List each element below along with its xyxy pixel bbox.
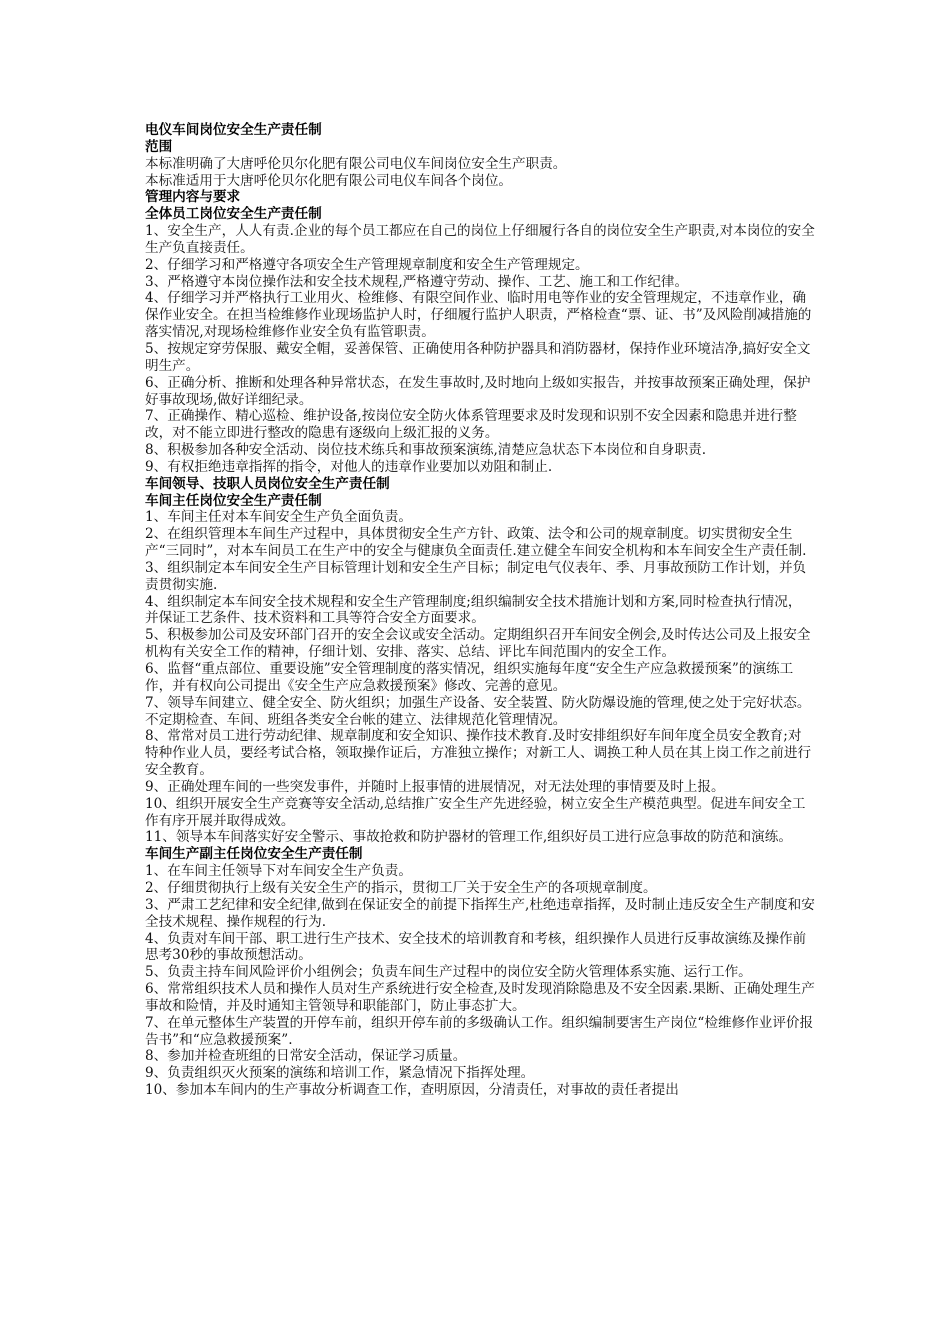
clause-item: 4、负责对车间干部、职工进行生产技术、安全技术的培训教育和考核，组织操作人员进行反事故演练及操作前思考30秒的事故预想活动。 — [145, 930, 807, 964]
clause-item: 7、在单元整体生产装置的开停车前，组织开停车前的多级确认工作。组织编制要害生产岗位“检维修作业评价报告书”和“应急救援预案”. — [145, 1014, 814, 1048]
clause-item: 9、负责组织灭火预案的演练和培训工作，紧急情况下指挥处理。 — [145, 1065, 535, 1082]
clause-item: 8、常常对员工进行劳动纪律、规章制度和安全知识、操作技术教育.及时安排组织好车间年度全员安全教育;对特种作业人员，要经考试合格，领取操作证后，方准独立操作；对新工人、调换工种人员在其上岗工作之前进行安全教育。 — [145, 728, 812, 779]
clause-item: 10、组织开展安全生产竞赛等安全活动,总结推广安全生产先进经验，树立安全生产模范典型。促进车间安全工作有序开展并取得成效。 — [145, 795, 806, 829]
section-heading: 车间生产副主任岗位安全生产责任制 — [145, 846, 363, 863]
section-heading: 全体员工岗位安全生产责任制 — [145, 206, 322, 223]
clause-item: 3、组织制定本车间安全生产目标管理计划和安全生产目标；制定电气仪表年、季、月事故预防工作计划，并负责贯彻实施. — [145, 559, 807, 593]
clause-item: 1、车间主任对本车间安全生产负全面负责。 — [145, 509, 412, 526]
clause-item: 4、仔细学习并严格执行工业用火、检维修、有限空间作业、临时用电等作业的安全管理规定，不违章作业，确保作业安全。在担当检维修作业现场监护人时，仔细履行监护人职责，严格检查“票、证、书”及风险削减措施的落实情况,对现场检维修作业安全负有监管职责。 — [145, 290, 812, 341]
section-heading: 车间主任岗位安全生产责任制 — [145, 492, 322, 509]
clause-item: 3、严格遵守本岗位操作法和安全技术规程,严格遵守劳动、操作、工艺、施工和工作纪律。 — [145, 273, 689, 290]
section — [145, 493, 815, 847]
clause-item: 6、正确分析、推断和处理各种异常状态，在发生事故时,及时地向上级如实报告，并按事故预案正确处理，保护好事故现场,做好详细纪录。 — [145, 374, 811, 408]
section — [145, 476, 815, 493]
scope-paragraph: 本标准明确了大唐呼伦贝尔化肥有限公司电仪车间岗位安全生产职责。 — [145, 155, 567, 172]
clause-item: 1、在车间主任领导下对车间安全生产负责。 — [145, 863, 412, 880]
clause-item: 5、负责主持车间风险评价小组例会；负责车间生产过程中的岗位安全防火管理体系实施、运行工作。 — [145, 964, 752, 981]
clause-item: 5、按规定穿劳保服、戴安全帽，妥善保管、正确使用各种防护器具和消防器材，保持作业环境洁净,搞好安全文明生产。 — [145, 340, 811, 374]
clause-item: 8、积极参加各种安全活动、岗位技术练兵和事故预案演练,清楚应急状态下本岗位和自身职责. — [145, 442, 707, 459]
document-title: 电仪车间岗位安全生产责任制 — [145, 122, 322, 138]
section-heading: 车间领导、技职人员岗位安全生产责任制 — [145, 475, 390, 492]
scope-heading: 范围 — [145, 138, 173, 155]
management-heading: 管理内容与要求 — [145, 189, 241, 206]
clause-item: 7、正确操作、精心巡检、维护设备,按岗位安全防火体系管理要求及时发现和识别不安全因素和隐患并进行整改，对不能立即进行整改的隐患有逐级向上级汇报的义务。 — [145, 408, 797, 442]
clause-item: 5、积极参加公司及安环部门召开的安全会议或安全活动。定期组织召开车间安全例会,及时传达公司及上报安全机构有关安全工作的精神，仔细计划、安排、落实、总结、评比车间范围内的安全工作。 — [145, 627, 811, 661]
clause-item: 2、仔细贯彻执行上级有关安全生产的指示，贯彻工厂关于安全生产的各项规章制度。 — [145, 879, 657, 896]
clause-item: 7、领导车间建立、健全安全、防火组织；加强生产设备、安全装置、防火防爆设施的管理,使之处于完好状态。不定期检查、车间、班组各类安全台帐的建立、法律规范化管理情况。 — [145, 694, 811, 728]
clause-item: 6、监督“重点部位、重要设施”安全管理制度的落实情况，组织实施每年度“安全生产应急救援预案”的演练工作，并有权向公司提出《安全生产应急救援预案》修改、完善的意见。 — [145, 661, 794, 694]
clause-item: 4、组织制定本车间安全技术规程和安全生产管理制度;组织编制安全技术措施计划和方案,同时检查执行情况，并保证工艺条件、技术资料和工具等符合安全方面要求。 — [145, 593, 802, 627]
clause-item: 11、领导本车间落实好安全警示、事故抢救和防护器材的管理工作,组织好员工进行应急事故的防范和演练。 — [145, 829, 792, 846]
scope-paragraph: 本标准适用于大唐呼伦贝尔化肥有限公司电仪车间各个岗位。 — [145, 172, 513, 189]
clause-item: 6、常常组织技术人员和操作人员对生产系统进行安全检查,及时发现消除隐患及不安全因素.果断、正确处理生产事故和险情，并及时通知主管领导和职能部门，防止事态扩大。 — [145, 981, 815, 1014]
clause-item: 8、参加并检查班组的日常安全活动，保证学习质量。 — [145, 1048, 467, 1065]
section — [145, 846, 815, 1099]
clause-item: 2、在组织管理本车间生产过程中，具体贯彻安全生产方针、政策、法令和公司的规章制度。切实贯彻安全生产“三同时”，对本车间员工在生产中的安全与健康负全面责任.建立健全车间安全机构和本车间安全生产责任制. — [145, 526, 807, 560]
clause-item: 9、有权拒绝违章指挥的指令，对他人的违章作业要加以劝阻和制止. — [145, 458, 553, 475]
clause-item: 10、参加本车间内的生产事故分析调查工作，查明原因，分清责任，对事故的责任者提出 — [145, 1082, 679, 1099]
section — [145, 206, 815, 476]
clause-item: 3、严肃工艺纪律和安全纪律,做到在保证安全的前提下指挥生产,杜绝违章指挥，及时制止违反安全生产制度和安全技术规程、操作规程的行为. — [145, 896, 815, 930]
clause-item: 9、正确处理车间的一些突发事件，并随时上报事情的进展情况，对无法处理的事情要及时上报。 — [145, 778, 725, 795]
clause-item: 1、安全生产，人人有责.企业的每个员工都应在自己的岗位上仔细履行各自的岗位安全生产职责,对本岗位的安全生产负直接责任。 — [145, 223, 815, 256]
clause-item: 2、仔细学习和严格遵守各项安全生产管理规章制度和安全生产管理规定。 — [145, 256, 589, 273]
document-body — [145, 122, 815, 1099]
sections-container — [145, 206, 815, 1099]
